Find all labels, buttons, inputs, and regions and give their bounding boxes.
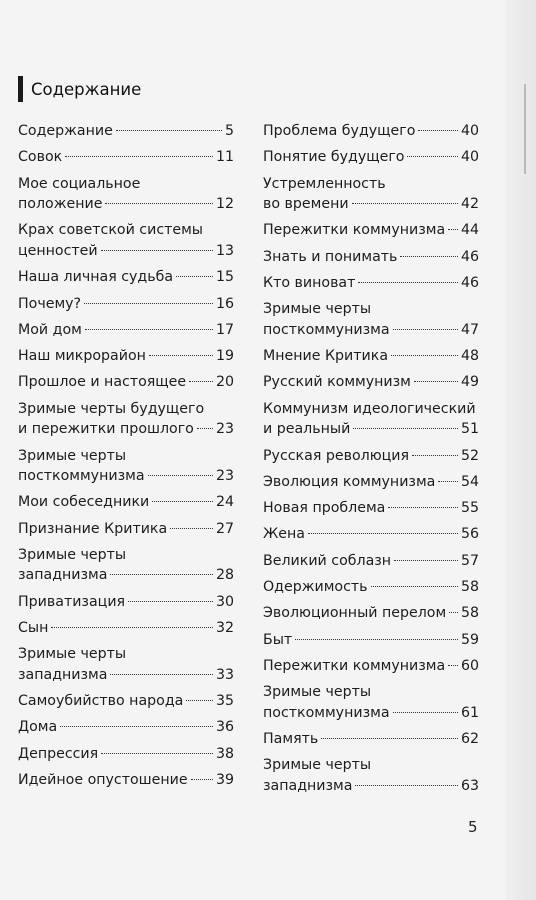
toc-entry-page: 19 — [215, 348, 234, 365]
toc-entry-title-line: ценностей — [18, 242, 98, 259]
dot-leader — [321, 738, 458, 739]
toc-entry-page: 20 — [215, 374, 234, 391]
adjacent-page-mark — [524, 84, 526, 174]
toc-entry-title-line: западнизма — [18, 666, 108, 683]
toc-entry-page: 46 — [460, 275, 479, 291]
toc-entry[interactable] — [263, 121, 479, 142]
toc-entry-page: 58 — [460, 605, 479, 622]
dot-leader — [51, 627, 213, 628]
dot-leader — [394, 560, 458, 561]
toc-entry-page: 59 — [460, 631, 479, 648]
toc-entry-page: 58 — [460, 579, 479, 595]
dot-leader — [412, 455, 458, 456]
toc-entry-page: 23 — [215, 468, 234, 484]
toc-entry-title-line: Сын — [18, 620, 49, 636]
toc-entry[interactable] — [263, 472, 479, 493]
toc-entry[interactable] — [18, 267, 234, 288]
toc-entry[interactable] — [18, 174, 234, 215]
header-bar — [18, 76, 23, 102]
toc-entry-title-line: Наш микрорайон — [18, 348, 146, 365]
toc-entry[interactable] — [263, 498, 479, 519]
dot-leader — [197, 428, 213, 429]
toc-entry-page: 48 — [460, 348, 479, 365]
toc-entry[interactable] — [18, 717, 234, 738]
toc-entry-page: 39 — [215, 772, 234, 788]
toc-entry-page: 54 — [460, 473, 479, 490]
dot-leader — [295, 639, 458, 640]
toc-entry-title-line: посткоммунизма — [18, 468, 145, 484]
dot-leader — [148, 475, 213, 476]
dot-leader — [393, 712, 458, 713]
toc-entry[interactable] — [18, 770, 234, 791]
toc-entry-page: 36 — [215, 719, 234, 736]
toc-entry-page: 35 — [215, 693, 234, 710]
toc-entry[interactable] — [263, 603, 479, 624]
toc-entry-title-line: посткоммунизма — [263, 321, 390, 338]
toc-entry-page: 5 — [224, 123, 234, 139]
toc-entry[interactable] — [18, 121, 234, 142]
toc-entry[interactable] — [263, 346, 479, 367]
toc-entry-title-line: Жена — [263, 526, 305, 543]
toc-entry-title-line: Содержание — [18, 123, 113, 139]
dot-leader — [449, 612, 458, 613]
page-number: 5 — [468, 818, 478, 836]
toc-entry[interactable] — [18, 320, 234, 341]
section-header — [18, 76, 141, 102]
toc-entry-title-line: западнизма — [263, 777, 353, 794]
dot-leader — [355, 785, 457, 786]
toc-entry[interactable] — [263, 577, 479, 598]
toc-entry-title-line: Зримые черты — [18, 646, 127, 663]
toc-entry-page: 42 — [460, 196, 479, 213]
toc-entry-title-line: посткоммунизма — [263, 704, 390, 721]
toc-entry[interactable] — [263, 524, 479, 545]
dot-leader — [84, 303, 213, 304]
toc-entry-page: 60 — [460, 657, 479, 674]
toc-entry-page: 55 — [460, 500, 479, 517]
toc-entry-page: 40 — [460, 149, 479, 166]
toc-entry-page: 24 — [215, 494, 234, 511]
toc-entry[interactable] — [18, 744, 234, 765]
dot-leader — [448, 229, 458, 230]
toc-entry-title-line: Зримые черты — [18, 546, 127, 563]
toc-entry-title-line: Память — [263, 731, 319, 747]
toc-entry[interactable] — [263, 630, 479, 651]
dot-leader — [152, 501, 213, 502]
toc-entry-title-line: Приватизация — [18, 593, 126, 610]
toc-entry[interactable] — [263, 755, 479, 796]
toc-entry-title-line: Новая проблема — [263, 500, 386, 517]
toc-entry[interactable] — [18, 372, 234, 393]
toc-entry-title-line: и пережитки прошлого — [18, 421, 194, 438]
toc-entry-title-line: Дома — [18, 719, 58, 736]
toc-entry-title-line: Мое социальное — [18, 175, 141, 192]
dot-leader — [85, 329, 213, 330]
dot-leader — [170, 528, 213, 529]
toc-entry-title-line: Депрессия — [18, 745, 99, 762]
toc-entry-title-line: Проблема будущего — [263, 123, 416, 139]
toc-entry[interactable] — [263, 299, 479, 340]
toc-entry-title-line: во времени — [263, 196, 349, 213]
toc-entry[interactable] — [18, 691, 234, 712]
dot-leader — [391, 355, 458, 356]
dot-leader — [105, 203, 212, 204]
dot-leader — [407, 156, 457, 157]
dot-leader — [176, 276, 213, 277]
toc-entry-title-line: Самоубийство народа — [18, 693, 184, 710]
dot-leader — [388, 507, 458, 508]
toc-entry[interactable] — [263, 551, 479, 572]
toc-entry-page: 23 — [215, 421, 234, 438]
toc-entry-page: 32 — [215, 620, 234, 636]
toc-entry-page: 61 — [460, 704, 479, 721]
toc-entry[interactable] — [263, 399, 479, 440]
dot-leader — [65, 156, 213, 157]
toc-entry-page: 57 — [460, 552, 479, 569]
toc-entry-title-line: Эволюция коммунизма — [263, 473, 436, 490]
dot-leader — [186, 700, 213, 701]
toc-entry-page: 15 — [215, 269, 234, 286]
dot-leader — [400, 256, 458, 257]
toc-entry[interactable] — [18, 294, 234, 315]
dot-leader — [128, 601, 213, 602]
toc-entry-title-line: Зримые черты — [263, 684, 372, 701]
toc-entry-page: 11 — [215, 149, 234, 166]
toc-entry-title-line: Понятие будущего — [263, 149, 405, 166]
toc-entry[interactable] — [263, 147, 479, 168]
dot-leader — [110, 674, 212, 675]
toc-entry-page: 51 — [460, 421, 479, 438]
toc-entry-title-line: Признание Критика — [18, 520, 168, 537]
toc-entry-title-line: Зримые черты — [263, 301, 372, 318]
toc-entry-title-line: Коммунизм идеологический — [263, 400, 476, 417]
toc-entry[interactable] — [18, 519, 234, 540]
dot-leader — [101, 753, 213, 754]
toc-entry[interactable] — [263, 682, 479, 723]
toc-entry-title-line: Пережитки коммунизма — [263, 222, 446, 239]
toc-entry-page: 38 — [215, 745, 234, 762]
toc-entry-title-line: Русский коммунизм — [263, 374, 411, 391]
toc-entry-title-line: Быт — [263, 631, 293, 648]
dot-leader — [448, 665, 458, 666]
toc-entry-page: 40 — [460, 123, 479, 139]
toc-entry-title-line: Прошлое и настоящее — [18, 374, 187, 391]
toc-entry[interactable] — [263, 372, 479, 393]
toc-entry-page: 62 — [460, 731, 479, 747]
dot-leader — [352, 203, 458, 204]
toc-entry-title-line: Зримые черты будущего — [18, 400, 205, 417]
adjacent-page-edge — [506, 0, 536, 900]
toc-entry[interactable] — [263, 220, 479, 241]
toc-entry-title-line: Мой дом — [18, 321, 82, 338]
page-title: Содержание — [31, 79, 142, 99]
toc-entry[interactable] — [18, 220, 234, 261]
toc-entry-page: 13 — [215, 242, 234, 259]
toc-entry[interactable] — [263, 174, 479, 215]
toc-entry[interactable] — [263, 273, 479, 294]
toc-entry-title-line: Кто виноват — [263, 275, 356, 291]
dot-leader — [438, 481, 458, 482]
toc-entry-title-line: Совок — [18, 149, 63, 166]
dot-leader — [110, 574, 212, 575]
toc-entry[interactable] — [18, 592, 234, 613]
dot-leader — [116, 130, 222, 131]
dot-leader — [189, 381, 213, 382]
toc-entry-title-line: Крах советской системы — [18, 222, 204, 239]
dot-leader — [101, 250, 213, 251]
toc-entry-page: 30 — [215, 593, 234, 610]
toc-entry[interactable] — [18, 399, 234, 440]
toc-entry-title-line: Эволюционный перелом — [263, 605, 447, 622]
dot-leader — [191, 779, 213, 780]
toc-entry[interactable] — [18, 147, 234, 168]
dot-leader — [414, 381, 458, 382]
dot-leader — [60, 726, 213, 727]
toc-entry-title-line: Великий соблазн — [263, 552, 392, 569]
toc-entry-title-line: Мнение Критика — [263, 348, 389, 365]
dot-leader — [371, 586, 458, 587]
toc-entry-title-line: Наша личная судьба — [18, 269, 174, 286]
toc-entry-title-line: Знать и понимать — [263, 248, 398, 265]
dot-leader — [358, 282, 458, 283]
toc-entry-title-line: Зримые черты — [263, 757, 372, 774]
dot-leader — [149, 355, 213, 356]
toc-entry[interactable] — [263, 729, 479, 750]
toc-entry-page: 47 — [460, 321, 479, 338]
toc-entry-page: 17 — [215, 321, 234, 338]
toc-entry-title-line: Русская революция — [263, 447, 410, 464]
toc-entry[interactable] — [263, 446, 479, 467]
toc-entry-page: 12 — [215, 196, 234, 213]
toc-entry-page: 52 — [460, 447, 479, 464]
dot-leader — [353, 428, 458, 429]
toc-entry-page: 16 — [215, 295, 234, 312]
toc-entry-page: 44 — [460, 222, 479, 239]
dot-leader — [308, 533, 458, 534]
toc-entry-title-line: Одержимость — [263, 579, 368, 595]
toc-entry-title-line: и реальный — [263, 421, 351, 438]
dot-leader — [418, 130, 458, 131]
toc-entry-title-line: Устремленность — [263, 175, 386, 192]
toc-entry-page: 27 — [215, 520, 234, 537]
toc-entry[interactable] — [263, 656, 479, 677]
toc-entry-title-line: Пережитки коммунизма — [263, 657, 446, 674]
toc-entry-page: 49 — [460, 374, 479, 391]
toc-entry-title-line: Мои собеседники — [18, 494, 150, 511]
toc-entry[interactable] — [18, 618, 234, 639]
toc-entry[interactable] — [18, 346, 234, 367]
toc-entry-page: 28 — [215, 567, 234, 584]
toc-entry[interactable] — [18, 446, 234, 487]
toc-entry-title-line: Идейное опустошение — [18, 772, 188, 788]
toc-entry-page: 33 — [215, 666, 234, 683]
toc-entry[interactable] — [263, 247, 479, 268]
toc-entry-title-line: западнизма — [18, 567, 108, 584]
toc-entry-title-line: Почему? — [18, 295, 82, 312]
toc-entry-page: 56 — [460, 526, 479, 543]
toc-entry-title-line: положение — [18, 196, 103, 213]
toc-entry-title-line: Зримые черты — [18, 447, 127, 464]
toc-entry-page: 46 — [460, 248, 479, 265]
toc-entry[interactable] — [18, 644, 234, 685]
dot-leader — [393, 329, 458, 330]
toc-entry-page: 63 — [460, 777, 479, 794]
toc-entry[interactable] — [18, 545, 234, 586]
toc-entry[interactable] — [18, 492, 234, 513]
